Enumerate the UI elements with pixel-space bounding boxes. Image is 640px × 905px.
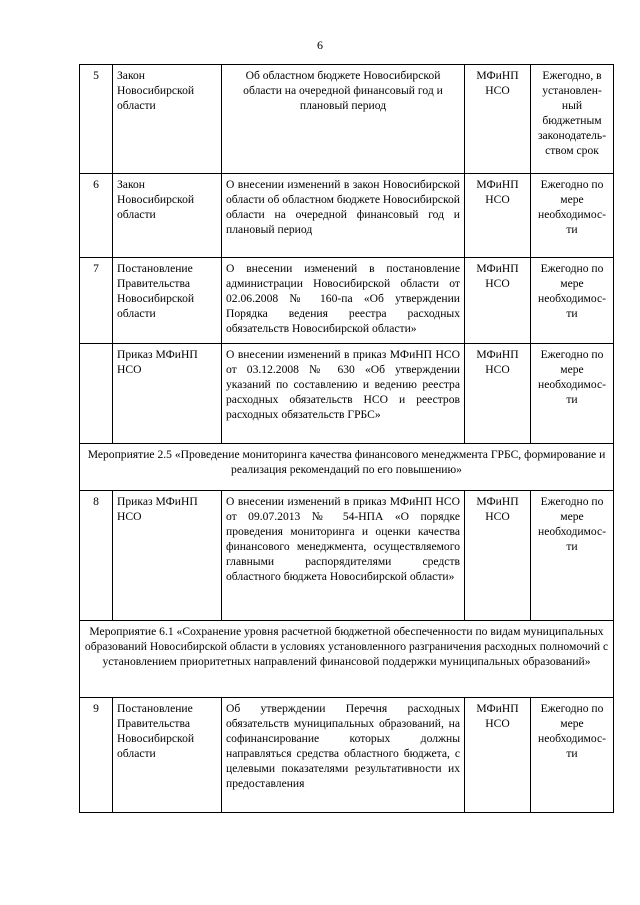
term: Ежегодно по мере необходимос-ти <box>531 174 614 258</box>
page-number: 6 <box>317 38 323 52</box>
term: Ежегодно по мере необходимос-ти <box>531 258 614 344</box>
act-type: Постановление Правительства Новосибирской области <box>113 258 222 344</box>
act-type: Закон Новосибирской области <box>113 174 222 258</box>
table-row <box>80 698 614 813</box>
act-type: Приказ МФиНП НСО <box>113 491 222 621</box>
event-row <box>80 444 614 491</box>
act-type: Закон Новосибирской области <box>113 65 222 174</box>
act-description: О внесении изменений в постановление администрации Новосибирской области от 02.06.2008 № 160-па «Об утверждении Порядка ведения реестра расходных обязательств Новосибирской области» <box>222 258 465 344</box>
executor: МФиНП НСО <box>465 344 531 444</box>
table-row <box>80 258 614 344</box>
row-number: 7 <box>80 258 113 344</box>
table-row <box>80 65 614 174</box>
term: Ежегодно, в установлен-ный бюджетным законодатель-ством срок <box>531 65 614 174</box>
table-row <box>80 491 614 621</box>
term: Ежегодно по мере необходимос-ти <box>531 344 614 444</box>
term: Ежегодно по мере необходимос-ти <box>531 698 614 813</box>
act-description: О внесении изменений в приказ МФиНП НСО от 09.07.2013 № 54-НПА «О порядке проведения мониторинга и оценки качества финансового менеджмента, осуществляемого главными распорядителями средств областного бюджета Новосибирской области» <box>222 491 465 621</box>
term: Ежегодно по мере необходимос-ти <box>531 491 614 621</box>
row-number: 6 <box>80 174 113 258</box>
table-row <box>80 344 614 444</box>
act-description: О внесении изменений в закон Новосибирской области об областном бюджете Новосибирской области на очередной финансовый год и плановый период <box>222 174 465 258</box>
executor: МФиНП НСО <box>465 65 531 174</box>
event-heading: Мероприятие 2.5 «Проведение мониторинга качества финансового менеджмента ГРБС, формирование и реализация рекомендаций по его повышению» <box>80 444 614 491</box>
act-type: Приказ МФиНП НСО <box>113 344 222 444</box>
legal-acts-table <box>79 64 614 813</box>
table-row <box>80 174 614 258</box>
executor: МФиНП НСО <box>465 491 531 621</box>
row-number <box>80 344 113 444</box>
executor: МФиНП НСО <box>465 698 531 813</box>
executor: МФиНП НСО <box>465 174 531 258</box>
act-type: Постановление Правительства Новосибирской области <box>113 698 222 813</box>
row-number: 9 <box>80 698 113 813</box>
executor: МФиНП НСО <box>465 258 531 344</box>
act-description: Об областном бюджете Новосибирской области на очередной финансовый год и плановый период <box>222 65 465 174</box>
event-heading: Мероприятие 6.1 «Сохранение уровня расчетной бюджетной обеспеченности по видам муниципальных образований Новосибирской области в условиях установленного разграничения расходных полномочий с установлением приоритетных направлений финансовой поддержки муниципальных образований» <box>80 621 614 698</box>
event-row <box>80 621 614 698</box>
row-number: 5 <box>80 65 113 174</box>
act-description: Об утверждении Перечня расходных обязательств муниципальных образований, на софинансирование которых должны направляться средства областного бюджета, с целевыми показателями результативности их предоставления <box>222 698 465 813</box>
act-description: О внесении изменений в приказ МФиНП НСО от 03.12.2008 № 630 «Об утверждении указаний по составлению и ведению реестра расходных обязательств НСО и реестров расходных обязательств ГРБС» <box>222 344 465 444</box>
row-number: 8 <box>80 491 113 621</box>
